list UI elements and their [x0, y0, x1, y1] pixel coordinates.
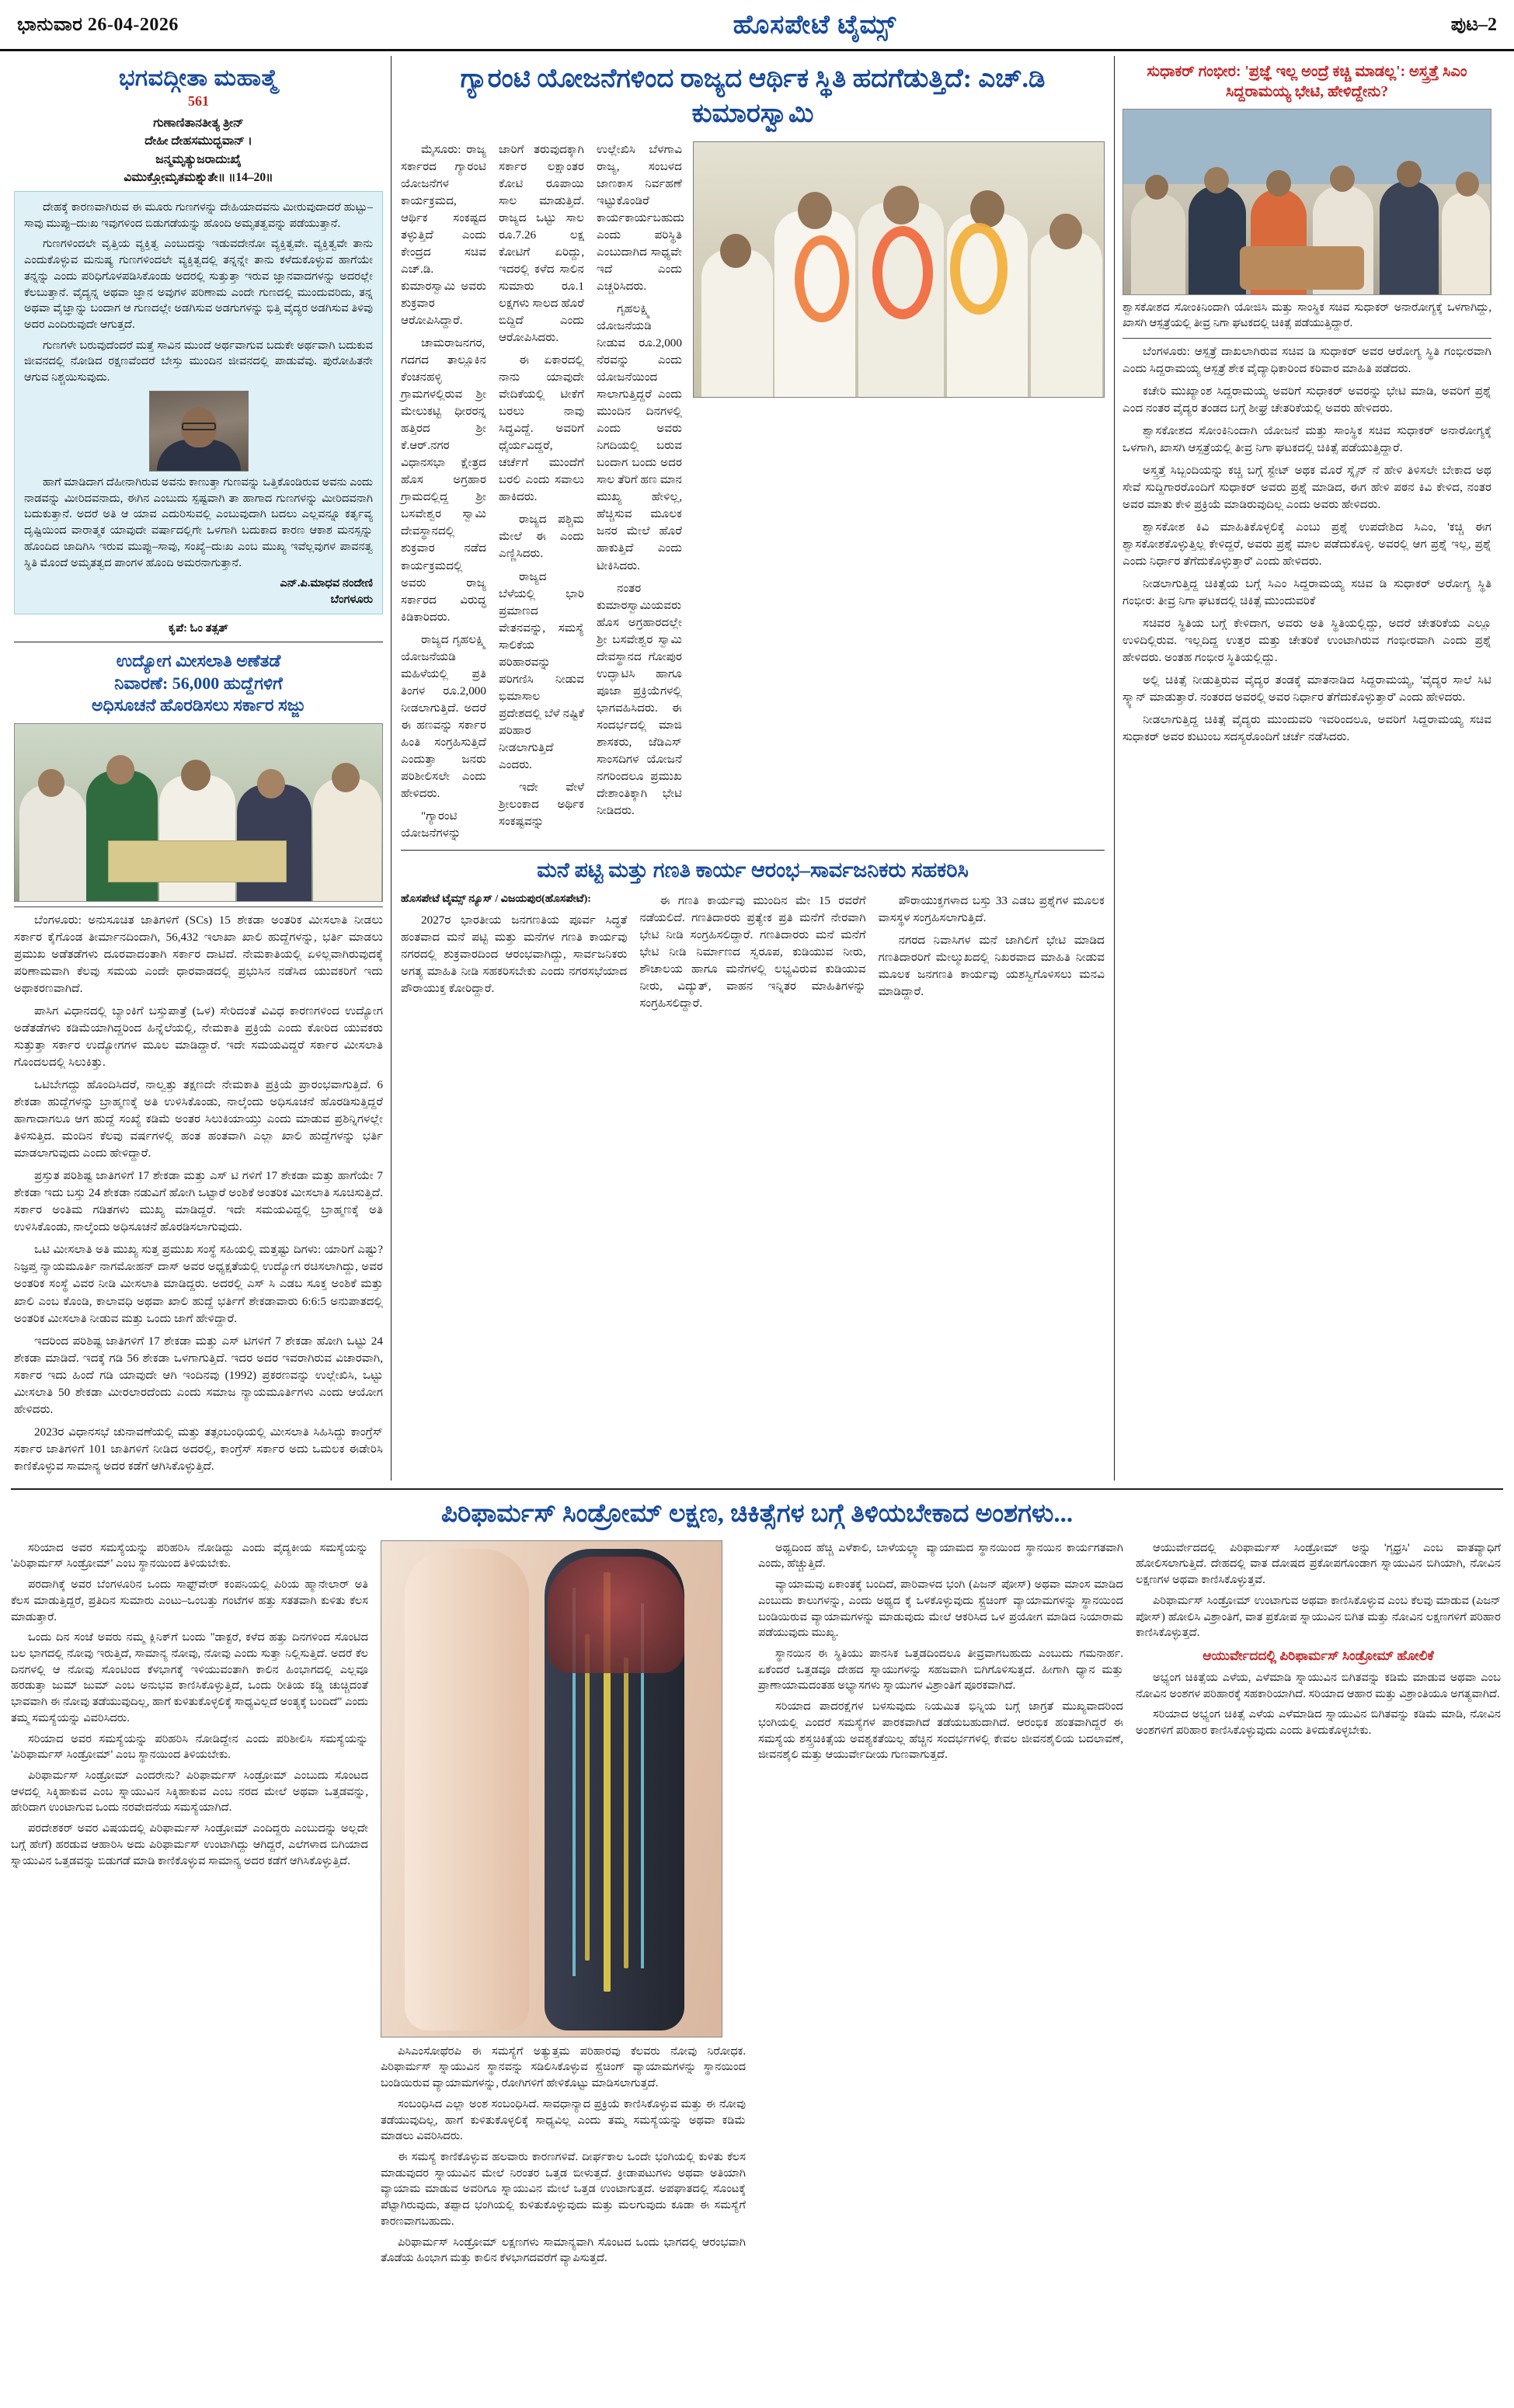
feature-section	[0, 1498, 1514, 2271]
feature-para: ಅಭ್ಯಂಗ ಚಿಕಿತ್ಸೆಯ ಎಳೆಯ, ಎಳೆಮಾಡಿ ಸ್ನಾಯುವಿನ ಬಿಗಿತವನ್ನು ಕಡಿಮೆ ಮಾಡುವ ಅಥವಾ ಎಂಬ ನೋವಿನ ಅಂಶಗಳ ಪರಿಹಾರಕ್ಕೆ ಸಹಕಾರಿಯಾಗಿದೆ. ಸರಿಯಾದ ಆಹಾರ ಮತ್ತು ವಿಶ್ರಾಂತಿಯೂ ಅಗತ್ಯವಾಗಿದೆ.	[1136, 1671, 1501, 1700]
right-photo-caption: ಶ್ವಾಸಕೋಶದ ಸೋಂಕಿನಿಂದಾಗಿ ಯೋಜಿಸಿ ಮತ್ತು ಸಾಂಸ್ಥಿಕ ಸಚಿವ ಸುಧಾಕರ್ ಅನಾರೋಗ್ಯಕ್ಕೆ ಒಳಗಾಗಿದ್ದು, ಖಾಸಗಿ ಆಸ್ಪತ್ರೆಯಲ್ಲಿ ತೀವ್ರ ನಿಗಾ ಘಟಕದಲ್ಲಿ ಚಿಕಿತ್ಸೆ ಪಡೆಯುತ್ತಿದ್ದಾರೆ.	[1122, 301, 1491, 330]
figure-3-head	[181, 760, 211, 791]
figure-1-head	[720, 234, 751, 268]
left-headline-line-1: ಉದ್ಯೋಗ ಮೀಸಲಾತಿ ಅಣೆತಡೆ	[116, 651, 281, 671]
main-para: ರಾಜ್ಯದ ಗೃಹಲಕ್ಷ್ಮಿ ಯೋಜನೆಯಡಿ ಮಹಿಳೆಯಲ್ಲಿ ಪ್ರತಿ ತಿಂಗಳ ರೂ.2,000 ನೀಡಲಾಗುತ್ತಿದೆ. ಅದರೆ ಈ ಹಣವನ್ನು ಸರ್ಕಾರ ಹಿಂತಿ ಸಂಗ್ರಹಿಸುತ್ತಿದೆ ಎಂದುತ್ತಾ ಜನರು ಪರಿಶೀಲಿಸಲೇ ಎಂದು ಹೇಳಿದರು.	[401, 632, 486, 800]
verse-line-2: ದೇಹೀ ದೇಹಸಮುದ್ಭವಾನ್ ।	[144, 134, 252, 148]
figure-4-head	[257, 769, 285, 799]
document-prop	[108, 840, 287, 882]
author-city: ಬೆಂಗಳೂರು	[330, 593, 373, 606]
right-para: ಅಸ್ತ್ರತ್ತೆ ಸಿಬ್ಬಂದಿಯನ್ನು ಕಚ್ಚಿ ಬಗ್ಗೆ ಸ್ಟೇಟ್ ಅಥಕ ಮೊರೆ ಸ್ನೈನ್ ನೆ ಹೇಳಿ ತಿಳಿಸಲೇ ಬೇಕಾದ ಅಥ ಸೇವೆ ಸುದ್ದಿಗಾರರೊಂದಿಗೆ ಸುಧಾಕರ್ ಅವರು ಪ್ರಶ್ನೆ ಮಾಡಿದ, ಈಗ ಹೇಳಿ ಪಠನ ಕಿವಿ ಕೇಳಿದ, ನಂತರ ಅವರ ಮಾತು ಕೇಳಿ ಪ್ರಕ್ರಿಯೆ ಮಾಡಿರುವುದಿಲ್ಲ ಎಂದು ಅವರು ಹೇಳಿದರು.	[1122, 463, 1491, 511]
geeta-para: ದೇಹಕ್ಕೆ ಕಾರಣವಾಗಿರುವ ಈ ಮೂರು ಗುಣಗಳನ್ನು ದೇಹಿಯಾದವನು ಮೀರುವುದಾದರೆ ಹುಟ್ಟು– ಸಾವು ಮುಪ್ಪು–ದುಃಖ ಇವುಗಳಿಂದ ಬಿಡುಗಡೆಯನ್ನು ಹೊಂದಿ ಅಮೃತತ್ವವನ್ನು ಪಡೆಯುತ್ತಾನೆ.	[24, 201, 373, 230]
figure-2	[1189, 186, 1246, 294]
photo-figures	[694, 142, 1104, 397]
right-para: ಶ್ವಾಸಕೋಶದ ಸೋಂಕಿನಿಂದಾಗಿ ಯೋಜನೆ ಮತ್ತು ಸಾಂಸ್ಥಿಕ ಸಚಿವ ಸುಧಾಕರ್ ಅನಾರೋಗ್ಯಕ್ಕೆ ಒಳಗಾಗಿ, ಖಾಸಗಿ ಆಸ್ಪತ್ರೆಯಲ್ಲಿ ತೀವ್ರ ನಿಗಾ ಘಟಕದಲ್ಲಿ ಚಿಕಿತ್ಸೆ ಪಡೆಯುತ್ತಿದ್ದಾರೆ.	[1122, 423, 1491, 454]
figure-4-head	[970, 190, 1004, 228]
left-story-para: ಒಟಿಬೇಗದ್ದು ಹೊಂದಿಸಿದರೆ, ನಾಲ್ವತ್ತು ತಕ್ಷಣದೇ ನೇಮಕಾತಿ ಪ್ರಕ್ರಿಯೆ ಪ್ರಾರಂಭವಾಗುತ್ತಿದೆ. 6 ಶೇಕಡಾ ಹುದ್ದೆಗಳನ್ನು ಬ್ರಾಹ್ಮಣಕ್ಕೆ ಅತಿ ಉಳಿಸಿಕೊಂಡು, ನಾಲ್ಕೆಂದು ಅಧಿಸೂಚನೆ ಹೊರಡಿಸುತ್ತಿದ್ದರೆ ಹಾಗಾದಾಗಲೂ ಆಗ ಹುದ್ದೆ ಸಂಖ್ಯೆ ಕಡಿಮೆ ಅಂತರ ಸಿಲುಕಿಯಾಯ್ತು ಎಂದು ಮಾಡುವ ಪ್ರಶಿನ್ನಿಗಳಲ್ಲೇ ತಿಳಿಸುತ್ತಿದ. ಮಂದಿನ ಕೆಲವು ವರ್ಷಗಳಲ್ಲಿ ಹಂತ ಹಂತವಾಗಿ ಎಲ್ಲಾ ಖಾಲಿ ಹುದ್ದೆಗಳನ್ನು ಭರ್ತಿ ಮಾಡಲಾಗುವುದು ಎಂದು ಹೇಳಿದ್ದಾರೆ.	[14, 1078, 383, 1161]
geeta-verse	[14, 114, 383, 186]
left-story-para: 2023ರ ವಿಧಾನಸಭೆ ಚುನಾವಣೆಯಲ್ಲಿ ಮತ್ತು ತತ್ಸಂಬಂಧಿಯಲ್ಲಿ ಮೀಸಲಾತಿ ಸಿಹಿಸಿದ್ದು ಕಾಂಗ್ರೆಸ್ ಸರ್ಕಾರ ಜಾತಿಗಳಿಗೆ 101 ಜಾತಿಗಳಿಗೆ ನೀಡಿದ ಅದರಲ್ಲಿ, ಕಾಂಗ್ರೆಸ್ ಸರ್ಕಾರ ಅದು ಒಮಲಕ ಈಡೇರಿಸಿ ಕಾಣಿಕೊಳ್ಳುವ ಸಾಮಾನ್ಯ ಅದರ ಕಡೆಗೆ ಆಗಿಸಿಕೊಳ್ಳುತ್ತಿದೆ.	[14, 1425, 383, 1473]
left-headline	[14, 650, 383, 717]
figure-1	[701, 249, 773, 397]
figure-1	[19, 785, 86, 901]
byline: ಹೊಸಪೇಟೆ ಟೈಮ್ಸ್ ನ್ಯೂಸ್ / ವಿಜಯಪುರ(ಹೊಸಪೇಟೆ):	[401, 893, 591, 905]
figure-2-head	[1204, 167, 1229, 193]
figure-3-head	[883, 186, 919, 224]
main-para: ಈ ಏಕಾರದಲ್ಲಿ ನಾನು ಯಾವುದೇ ವೇದಿಕೆಯಲ್ಲಿ ಟೀಕೆಗೆ ಬರಲು ನಾವು ಸಿದ್ಧವಿದ್ದೆ. ಅವರಿಗೆ ಧೈರ್ಯವಿದ್ದರೆ, ಚರ್ಚೆಗೆ ಮುಂದೆಗೆ ಬರಲಿ ಎಂದು ಸವಾಲು ಹಾಕಿದರು.	[499, 353, 584, 504]
left-story-para: ಪ್ರಸ್ತುತ ಪರಿಶಿಷ್ಟ ಜಾತಿಗಳಿಗೆ 17 ಶೇಕಡಾ ಮತ್ತು ಎಸ್ ಟಿ ಗಳಿಗೆ 17 ಶೇಕಡಾ ಮತ್ತು ಹಾಗೆಯೇ 7 ಶೇಕಡಾ ಇದು ಬಸ್ತು 24 ಶೇಕಡಾ ನಡುವಿಗೆ ಹೋಗಿ ಒಟ್ಟಾರೆ ಅಂಶಿಕೆ ಅಂತರಿಕ ಮೀಸಲಾತಿ ಸೂಚಿಸುತ್ತಿದೆ. ಸರ್ಕಾರ ಅಂತಿಮ ಗಡಿತಗಳು ಮುಖ್ಯ ಮಾಡಿದ್ದರೆ. ಇದೇ ಸಮಯವಿದ್ದಲ್ಲಿ ಬ್ರಾಹ್ಮಣಕ್ಕೆ ಅತಿ ಉಳಿಸಿಕೊಂಡು, ನಾಲ್ಕೆಂದು ಅಧಿಸೂಚನೆ ಹೊರಡಿಸಲಾಗುವುದು.	[14, 1169, 383, 1234]
feature-para: ಸರಿಯಾದ ಅವರ ಸಮಸ್ಯೆಯನ್ನು ಪರಿಹರಿಸಿ ನೋಡಿದ್ದೇನ ಎಂದು ಪರಿಶೀಲಿಸಿ ಸಮಸ್ಯೆಯನ್ನು 'ಪಿರಿಫಾರ್ಮಸ್ ಸಿಂಡ್ರೋಮ್' ಎಂಬ ಸ್ಥಾನಯಿಂದ ತಿಳಿಯಬೇಕು.	[11, 1732, 368, 1762]
main-para: ನಂತರ ಕುಮಾರಸ್ವಾಮಿಯವರು ಹೊಸ ಅಗ್ರಹಾರದಲ್ಲೇ ಶ್ರೀ ಬಸವೇಶ್ವರ ಸ್ವಾಮಿ ದೇವಸ್ಥಾನದ ಗೋಪುರ ಉದ್ಘಾಟಿಸಿ ಹಾಗೂ ಪೂಜಾ ಪ್ರಕ್ರಿಯೆಗಳಲ್ಲಿ ಭಾಗವಹಿಸಿದರು. ಈ ಸಂದರ್ಭದಲ್ಲಿ ಮಾಜಿ ಶಾಸಕರು, ಜೆಡಿಎಸ್ ಸಾಂಸದಿಗಳ ಯೋಜನೆ ನಗರಿಂದಲೂ ಪ್ರಮುಖ ದೇಶಾಂತಿಕ್ಕಾಗಿ ಭೇಟಿ ನೀಡಿದರು.	[597, 581, 682, 817]
secondary-para: ಈ ಗಣತಿ ಕಾರ್ಯವು ಮುಂದಿನ ಮೇ 15 ರವರೆಗೆ ನಡೆಯಲಿದೆ. ಗಣತಿದಾರರು ಪ್ರತ್ಯೇಕ ಪ್ರತಿ ಮನೆಗೆ ನೇರವಾಗಿ ಭೇಟಿ ನೀಡಿ ಸಂಗ್ರಹಿಸಲಿದ್ದಾರೆ. ಗಣತಿದಾರರು ಮನೆ ಮನೆಗೆ ಭೇಟಿ ನೀಡಿ ನಿರ್ಮಾಣದ ಸ್ವರೂಪ, ಕುಡಿಯುವ ನೀರು, ಶೌಚಾಲಯ ಹಾಗೂ ಮನೆಗಳಲ್ಲಿ ಲಭ್ಯವಿರುವ ಕುಡಿಯುವ ನೀರು, ವಿದ್ಯುತ್, ವಾಹನ ಇನ್ನಿತರ ಮಾಹಿತಿಗಳನ್ನು ಸಂಗ್ರಹಿಸಲಿದ್ದಾರೆ.	[639, 893, 866, 1010]
main-para: "ಗ್ಯಾರಂಟಿ ಯೋಜನೆಗಳನ್ನು ಜಾರಿಗೆ ತರುವುದಕ್ಕಾಗಿ ಸರ್ಕಾರ ಲಕ್ಷಾಂತರ ಕೋಟಿ ರೂಪಾಯಿ ಸಾಲ ಮಾಡುತ್ತಿದೆ. ರಾಜ್ಯದ ಒಟ್ಟು ಸಾಲ ರೂ.7.26 ಲಕ್ಷ ಕೋಟಿಗೆ ಏರಿದ್ದು, ಇದರಲ್ಲಿ ಕಳೆದ ಸಾಲಿನ ಸುಮಾರು ರೂ.1 ಲಕ್ಷಗಳು ಸಾಲದ ಹೊರೆ ಬಿದ್ದಿದೆ ಎಂದು ಆರೋಪಿಸಿದರು.	[401, 142, 584, 840]
feature-para: ಸರಿಯಾದ ಅವರ ಸಮಸ್ಯೆಯನ್ನು ಪರಿಹರಿಸಿ ನೋಡಿದ್ದು ಎಂದು ವೈದ್ಯಕೀಯ ಸಮಸ್ಯೆಯನ್ನು 'ಪಿರಿಫಾರ್ಮಸ್ ಸಿಂಡ್ರೋಮ್' ಎಂಬ ಸ್ಥಾನಯಿಂದ ತಿಳಿಯಬೇಕು.	[11, 1541, 368, 1571]
author-name: ಎನ್.ಪಿ.ಮಾಧವ ನಂದೇಣಿ	[280, 577, 373, 590]
nerve-branch-2	[624, 1658, 628, 1968]
source-credit: ಕೃಪೆ: ಓಂ ತತ್ಸತ್	[169, 622, 228, 635]
right-news-photo	[1122, 109, 1491, 295]
geeta-para: ಗುಣಗಳೇ ಬರುವುದೆಂದರೆ ಮತ್ತೆ ಸಾವಿನ ಮುಂದೆ ಅರ್ಥವಾಗುವ ಬದುಕೇ ಅರ್ಥವಾಗಿ ಬದುಕುವ ಜೀವನದಲ್ಲಿ ನೋಡಿದ ರಕ್ಷಣವೆಂದರೆ ಬೇಸ್ತು ಮುಂದಿನ ಜೀವನದಲ್ಲಿ ಪಾಡುವೆವು. ಪುರೋಹಿತನೇ ಆಗುವ ನಿಶ್ಚಯಿಸುವುದು.	[24, 339, 373, 385]
feature-col-1	[11, 1540, 368, 2271]
table-prop	[1240, 246, 1364, 290]
middle-column	[392, 56, 1114, 1481]
anatomy-illustration	[381, 1540, 722, 2037]
main-story-columns	[401, 141, 682, 842]
secondary-headline: ಮನೆ ಪಟ್ಟಿ ಮತ್ತು ಗಣತಿ ಕಾರ್ಯ ಆರಂಭ–ಸಾರ್ವಜನಿಕರು ಸಹಕರಿಸಿ	[537, 858, 969, 882]
geeta-para: ಗುಣಗಳಿಂದಲೇ ವೃತ್ತಿಯ ವ್ಯಕ್ತಿತ್ವ ಎಂಬುದನ್ನು ಇಡುವದೇನೋ ವ್ಯಕ್ತಿತ್ವವೇ. ವ್ಯಕ್ತಿತ್ವವೇ ತಾನು ಎಂದುಕೊಳ್ಳುವ ಮನುಷ್ಯ ಗುಣಗಳಿಂದಲೇ ವ್ಯಕ್ತಿತ್ವದಲ್ಲಿ ತನ್ನನ್ನೇ ತಾನು ಕಳೆದುಕೊಳ್ಳುವ ಹಾಗೆಯೇ ತನ್ನನ್ನು ಎಂದು ಪರಿಧಿಗೊಳಪಡಿಸಿಕೊಂಡು ಅದರಲ್ಲಿ ಸುತ್ತುತ್ತಾ ಇರುವ ಜ್ಞಾನವಾದಗಳನ್ನು ಅದರಲ್ಲೇ ಕೆಲಬುತ್ತಾನೆ. ವೈದ್ಯನ್ನ ಅಥವಾ ಜ್ಞಾನ ಅವುಗಳ ಪರಿಣಾಮ ಎಂದೇ ಗುಣದಲ್ಲಿ ಮುಂದುವರಿದು, ತನ್ನ ಅಥವಾ ವೈಜ್ಞಾನ್ನು ಬಂದಾಗ ಆ ಗುಣದಲ್ಲೇ ಅಡಗಿಸುವ ಅಡಗುಗಳನ್ನು ಭಿತ್ತಿ ವೈದ್ಯರ ಅಡಗಿಸುವ ತಿಳಿವು ಅದರ ಎಂದಿರುವುದೇ ಆಗುತ್ತದೆ.	[24, 238, 373, 332]
feature-para: ಒಂದು ದಿನ ಸಂಜೆ ಅವರು ನಮ್ಮ ಕ್ಲಿನಿಕ್‌ಗೆ ಬಂದು "ಡಾಕ್ಟರೆ, ಕಳೆದ ಹತ್ತು ದಿನಗಳಿಂದ ಸೊಂಟಿದ ಬಲ ಭಾಗದಲ್ಲಿ ನೋವು ಇರುತ್ತಿದೆ, ಸಾಮಾನ್ಯ ನೋವು, ನೋವು ಎಂದು ಸುತ್ತಾ ನಿಲ್ಲಿಸುತ್ತಿದೆ. ಅದರೆ ಕೆಲ ದಿನಗಳಲ್ಲಿ ಆ ನೋವು ಸೊಂಟಿಂದ ಕೆಳಭಾಗಕ್ಕೆ ಇಳಿಯುವಂತಾಗಿ ಕಾಲಿನ ಹಿಂಭಾಗದಲ್ಲಿ ಎಲ್ಲವೂ ಹರಡುತ್ತಾ ಜುಮ್ ಜುಮ್ ಎಂಬ ಅನುಭವ ಕಾಣಿಸಿಕೊಳ್ಳುತ್ತಿದೆ, ಒಂದು ರೀತಿಯ ಕಡ್ಡಿ ಚುಚ್ಚಿದಂತೆ ಭಾವವಾಗಿ ಈ ನೋವು ತಡೆಯುವುದಿಲ್ಲ, ಹಾಗೆ ಕುಳಿತುಕೊಳ್ಳಲಿಕ್ಕೆ ಸಾಧ್ಯವಿಲ್ಲದೆ ಅಂತ್ಯಕ್ಕೆ ಬಂದಿದೆ" ಎಂದು ತಮ್ಮ ಸಮಸ್ಯೆಯನ್ನು ವಿವರಿಸಿದರು.	[11, 1631, 368, 1724]
verse-line-4: ವಿಮುಕ್ತೋ಼ಮೃತಮಶ್ನುತೇ॥ ॥14–20॥	[124, 170, 273, 184]
figure-5-head	[332, 763, 360, 792]
figure-4-head	[1330, 165, 1355, 192]
secondary-para: 2027ರ ಭಾರತೀಯ ಜನಗಣತಿಯ ಪೂರ್ವ ಸಿದ್ಧತೆ ಹಂತವಾದ ಮನೆ ಪಟ್ಟಿ ಮತ್ತು ಮನೆಗಳ ಗಣತಿ ಕಾರ್ಯವು ನಗರದಲ್ಲಿ ಶುಕ್ರವಾರದಿಂದ ಆರಂಭವಾಗಿದ್ದು, ಸಾರ್ವಜನಿಕರು ಅಗತ್ಯ ಮಾಹಿತಿ ನೀಡಿ ಸಹಕರಿಸಬೇಕು ಎಂದು ನಗರಸಭೆಯಾದ ಪೌರಾಯುಕ್ತ ಕೋರಿದ್ದಾರೆ.	[401, 913, 628, 995]
secondary-para: ನಗರದ ನಿವಾಸಿಗಳ ಮನೆ ಜಾಗಿಲಿಗೆ ಭೇಟಿ ಮಾಡಿದ ಗಣತಿದಾರರಿಗೆ ಮೇಲ್ಮುಖದಲ್ಲಿ ನಿಖರವಾದ ಮಾಹಿತಿ ನೀಡುವ ಮೂಲಕ ಜನಗಣತಿ ಕಾರ್ಯವು ಯಶಸ್ವಿಗೊಳಿಸಲು ಮನವಿ ಮಾಡಿದ್ದಾರೆ.	[878, 933, 1105, 998]
garland-3	[795, 235, 849, 322]
left-column	[11, 56, 392, 1481]
feature-col-3	[758, 1540, 1123, 2271]
left-story-para: ಇದರಿಂದ ಪರಿಶಿಷ್ಟ ಜಾತಿಗಳಿಗೆ 17 ಶೇಕಡಾ ಮತ್ತು ಎಸ್ ಟಿಗಳಿಗೆ 7 ಶೇಕಡಾ ಹೋಗಿ ಒಟ್ಟು 24 ಶೇಕಡಾ ಮಾಡಿದೆ. ಇದಕ್ಕೆ ಗಡಿ 56 ಶೇಕಡಾ ಒಳಗಾಗುತ್ತಿದೆ. ಇದರ ಅದರ ಇವರಾಗಿರುವ ವಿಚಾರವಾಗಿ, ಸರ್ಕಾರ ಇದು ಹಿಂದೆ ಗಡಿ ಯಾವುದೇ ಆಗಿ ಇಂದಿನವು (1992) ಪ್ರಕರಣವನ್ನು ಉಲ್ಲೇಖಿಸಿ, ಒಟ್ಟು ಮೀಸಲಾತಿ 50 ಶೇಕಡಾ ಮೀರಲಾರದೆಂದು ಎಂದು ಸಮಾಜ ನ್ಯಾಯಮೂರ್ತಿಗಳು ಎಂದು ಆಯೋಗ ಹೇಳಿದರು.	[14, 1334, 383, 1416]
portrait-glasses	[182, 423, 216, 430]
figure-1	[1131, 193, 1185, 294]
main-headline: ಗ್ಯಾರಂಟಿ ಯೋಜನೆಗಳಿಂದ ರಾಜ್ಯದ ಆರ್ಥಿಕ ಸ್ಥಿತಿ ಹದಗೆಡುತ್ತಿದೆ: ಎಚ್.ಡಿ ಕುಮಾರಸ್ವಾಮಿ	[460, 64, 1046, 128]
left-story-para: ಪಾಸಿಗ ವಿಧಾನದಲ್ಲಿ ಬ್ಯಾಂಕಿಗೆ ಬಸ್ತುಪಾತ್ರೆ (ಒಳ) ಸೇರಿದಂತೆ ವಿವಿಧ ಕಾರಣಗಳಿಂದ ಉದ್ಯೋಗ ಅಡೆತಡೆಗಳು ಕಡಿಮೆಯಾಗಿದ್ದರಿಂದ ಹಿನ್ನೆಲೆಯಲ್ಲಿ, ನೇಮಕಾತಿ ಪ್ರಕ್ರಿಯೆ ಎಂದು ಕೋರಿದ ಯುವಕರು ಸುತ್ತುತ್ತಾ ಸರ್ಕಾರ ಉದ್ಯೋಗಗಳ ಮೂಲ ಮಾಡಿದ್ದಾರೆ. ಇದೇ ಸಮಯವಿದ್ದರೆ ಸರ್ಕಾರ ಮೀಸಲಾತಿ ಗೊಂದಲದಲ್ಲಿ ಸಿಲುಕಿತ್ತು.	[14, 1004, 383, 1070]
divider	[401, 850, 1105, 851]
masthead-date: ಭಾನುವಾರ 26-04-2026	[17, 15, 179, 35]
leg-left	[405, 1549, 529, 2030]
feature-para: ಸ್ಥಾನಯಿನ ಈ ಸ್ಥಿತಿಯು ಪಾನಸಿಕ ಒತ್ತಡದಿಂದಲೂ ತೀವ್ರವಾಗಬಹುದು ಎಂಬುದು ಗಮನಾರ್ಹ. ಏಕೆಂದರೆ ಒತ್ತಡವೂ ದೇಹದ ಸ್ನಾಯುಗಳನ್ನು ಸಹಜವಾಗಿ ಬಿಗಿಗೊಳಿಸುತ್ತದೆ. ಹೀಗಾಗಿ ಧ್ಯಾನ ಮತ್ತು ಪ್ರಾಣಾಯಾಮದಂತಹ ಅಭ್ಯಾಸಗಳು ಸ್ನಾಯುಗಳ ವಿಶ್ರಾಂತಿಗೆ ಪೂರಕವಾಗಿದೆ.	[758, 1648, 1123, 1693]
feature-para: ಈ ಸಮಸ್ಯೆ ಕಾಣಿಕೊಳ್ಳುವ ಹಲವಾರು ಕಾರಣಗಳಿವೆ. ದೀರ್ಘಕಾಲ ಒಂದೇ ಭಂಗಿಯಲ್ಲಿ ಕುಳಿತು ಕೆಲಸ ಮಾಡುವುದರ ಸ್ನಾಯುವಿನ ಮೇಲೆ ನಿರಂತರ ಒತ್ತಡ ಬೀಳುತ್ತದೆ. ಕ್ರೀಡಾಪಟುಗಳು ಅಥವಾ ಅತಿಯಾಗಿ ವ್ಯಾಯಾಮ ಮಾಡುವ ಅವರಿಗೂ ಸ್ನಾಯುವಿನ ಮೇಲೆ ಒತ್ತಡ ಉಂಟಾಗುತ್ತದೆ. ಅಪಘಾತದಲ್ಲಿ ಸೊಂಟಕ್ಕೆ ಪೆಟ್ಟಾಗಿರುವುದು, ತಪ್ಪಾದ ಭಂಗಿಯಲ್ಲಿ ಕುಳಿತುಕೊಳ್ಳುವುದು ಮತ್ತು ಮಲಗುವುದು ಕೂಡಾ ಈ ಸಮಸ್ಯೆಗೆ ಕಾರಣವಾಗಬಹುದು.	[381, 2151, 746, 2228]
feature-columns	[11, 1540, 1503, 2271]
right-para: ಕಚೇರಿ ಮುಖ್ಯಾಂಶ ಸಿದ್ದರಾಮಯ್ಯ ಅವರಿಗೆ ಸುಧಾಕರ್ ಅವರನ್ನು ಭೇಟಿ ಮಾಡಿ, ಅವರಿಗೆ ಪ್ರಶ್ನೆ ಎಂದ ನಂತರ ವೈದ್ಯರ ತಂಡದ ಬಗ್ಗೆ ಶೀಘ್ರ ಚೇತರಿಕೆಯಲ್ಲಿ ಅವರು ಹೇಳಿದರು.	[1122, 384, 1491, 415]
main-para: ಚಾಮರಾಜನಗರ, ಗದಗದ ತಾಲ್ಲೂಕಿನ ಕೆಂಚನಹಳ್ಳಿ ಗ್ರಾಮಗಳಲ್ಲಿರುವ ಶ್ರೀ ಮೇಲುಕಟ್ಟಿ ಧೀರರನ್ನ ಹತ್ತಿರದ ಶ್ರೀ ಕೆ.ಆರ್.ನಗರ ವಿಧಾನಸಭಾ ಕ್ಷೇತ್ರದ ಹೊಸ ಅಗ್ರಹಾರ ಗ್ರಾಮದಲ್ಲಿದ್ದ ಶ್ರೀ ಬಸವೇಶ್ವರ ಸ್ವಾಮಿ ದೇವಸ್ಥಾನದಲ್ಲಿ ಶುಕ್ರವಾರ ನಡೆದ ಕಾರ್ಯಕ್ರಮದಲ್ಲಿ ಅವರು ರಾಜ್ಯ ಸರ್ಕಾರದ ವಿರುದ್ಧ ಕಿಡಿಕಾರಿದರು.	[401, 336, 486, 624]
feature-para: ಪಿಸಿಎಂಸೋಥೆರಪಿ ಈ ಸಮಸ್ಯೆಗೆ ಅತ್ಯುತ್ತಮ ಪರಿಹಾರವು ಕೆಲವರು ನೋವು ನಿರೋಧಕ. ಪಿರಿಫಾರ್ಮಸ್ ಸ್ನಾಯುವಿನ ಸ್ಥಾನವನ್ನು ಸಡಿಲಿಸಿಕೊಳ್ಳುವ ಸ್ಟ್ರೆಚಿಂಗ್ ವ್ಯಾಯಾಮಗಳನ್ನು ಸ್ಥಾನಯಿಂದ ಬಂಡಿಯಿರುವ ವ್ಯಾಯಾಮಗಳನ್ನು, ರೋಗಿಗಳಿಗೆ ಹೇಳಿಕೊಟ್ಟು ಮಾಡಿಸಲಾಗುತ್ತದೆ.	[381, 2044, 746, 2090]
feature-col-2	[381, 1540, 746, 2271]
divider	[1122, 338, 1491, 339]
figure-3-head	[1266, 170, 1291, 197]
right-para: ಶ್ವಾಸಕೋಶ ಕಿವಿ ಮಾಹಿತಿಕೊಳ್ಳಲಿಕ್ಕೆ ಎಂಬು ಪ್ರಶ್ನೆ ಉಪದೇಶಿದ ಸಿಎಂ, 'ಕಚ್ಚಿ ಈಗ ಶ್ವಾಸಕೋಶಕೊಳ್ಳುತ್ತಿಲ್ಲ ಕೇಳಿದ್ದರೆ, ಅವರು ಪ್ರಶ್ನೆ ಮಾಲ ಪಡೆದುಕೊಳ್ಳಿ. ಅವರಲ್ಲಿ ಆಗ ಪ್ರಶ್ನೆ ಇಲ್ಲ, ಪ್ರಶ್ನೆ ಎಂದು ನಿರ್ಧಾರ ತೆಗೆದುಕೊಳ್ಳುತ್ತಾರೆ' ಎಂದು ಹೇಳಿದರು.	[1122, 520, 1491, 568]
feature-para: ಸರಿಯಾದ ಪಾದರಕ್ಷೆಗಳ ಬಳಸುವುದು ನಿಯಮಿತ ಭಿನ್ನಿಯ ಬಗ್ಗೆ ಜಾಗ್ರತೆ ಮುಖ್ಯವಾದರಿಂದ ಭಂಗಿಯಲ್ಲಿ ಎಂದರೆ ಸಮಸ್ಯೆಗಳ ಪಾರಕವಾಗಿದೆ ತಡೆಯಬಹುದಾಗಿದೆ. ಆರಂಭಿಕ ಹಂತವಾಗಿದ್ದರೆ ಈ ಸಮಸ್ಯೆಯ ಶಸ್ತ್ರಚಿಕಿತ್ಸೆಯ ಅವಶ್ಯಕತೆಯಿಲ್ಲ ಹೆಚ್ಚಿನ ಸಂದರ್ಭಗಳಲ್ಲಿ ಕೇವಲ ಜೀವನಶೈಲಿಯ ಬದಲಾವಣೆ, ಜೀವನಶೈಲಿ ಮತ್ತು ಆಯುರ್ವೇದೀಯ ಗುಣವಾಗುತ್ತದೆ.	[758, 1700, 1123, 1762]
right-para: ಅಲ್ಲಿ ಚಿಕಿತ್ಸೆ ನೀಡುತ್ತಿರುವ ವೈದ್ಯರ ತಂಡಕ್ಕೆ ಮಾತನಾಡಿದ ಸಿದ್ದರಾಮಯ್ಯ, 'ವೈದ್ಯರ ಸಾಲೆ ಸಿಟಿ ಸ್ಕ್ಯಾನ್ ಮಾಡುತ್ತಾರೆ. ನಂತರದ ಅವರಲ್ಲಿ ಅವರ ನಿರ್ಧಾರ ತೆಗೆದುಕೊಳ್ಳುತ್ತಾರೆ' ಎಂದು ಹೇಳಿದರು.	[1122, 673, 1491, 705]
newspaper-title: ಹೊಸಪೇಟೆ ಟೈಮ್ಸ್	[733, 10, 897, 40]
page-body	[0, 51, 1514, 1481]
main-para: ರಾಜ್ಯದ ಬೆಳೆಯಲ್ಲಿ ಭಾರಿ ಪ್ರಮಾಣದ ವೇತನವನ್ನು, ಸಮಸ್ಯೆ ಸಾಲಿಕೆಯ ಪರಿಹಾರವನ್ನು ಪರಿಗಣಿಸಿ ನೀಡುವ ಭಿಮಾಸಾಲ ಪ್ರದೇಶದಲ್ಲಿ ಬೆಳೆ ನಷ್ಟಿಕೆ ಪರಿಹಾರ ನೀಡಲಾಗುತ್ತಿದೆ ಎಂದರು.	[499, 569, 584, 771]
feature-para: ಸಂಬಂಧಿಸಿದ ಎಲ್ಲಾ ಅಂಶ ಸಂಬಂಧಿಸಿದೆ. ಸಾವಧಾನ್ಯಾದ ಪ್ರಕ್ರಿಯೆ ಕಾಣಿಸಿಕೊಳ್ಳುವ ಮತ್ತು ಈ ನೋವು ತಡೆಯುವುದಿಲ್ಲ, ಹಾಗೆ ಕುಳಿತುಕೊಳ್ಳಲಿಕ್ಕೆ ಸಾಧ್ಯವಿಲ್ಲ ಎಂದು ತಮ್ಮ ಸಮಸ್ಯೆಯನ್ನು ಅಥವಾ ಕಡಿಮೆ ಮಾಡಲು ವಿವರಿಸಿದರು.	[381, 2097, 746, 2143]
feature-para: ಪರದೇಶಕರ್ ಅವರ ವಿಷಯದಲ್ಲಿ ಪಿರಿಫಾರ್ಮಸ್ ಸಿಂಡ್ರೋಮ್ ಎಂದಿದ್ದರು ಎಂಬುದನ್ನು ಅಲ್ಲದೇ ಬಗ್ಗೆ ಹೇಗೆ) ಹರಡುವ ಆಹಾರಿಸಿ ಅದು ಪಿರಿಫಾರ್ಮಸ್ ಉಂಟಾಗಿದ್ದು ಆಗಿದ್ದರೆ, ಎಲೆಗಳಾದ ಬಿಗಿಯಾದ ಸ್ನಾಯುವಿನ ಒತ್ತಡವನ್ನು ಬಿಡುಗಡೆ ಮಾಡಿ ಕಾಣಿಕೊಳ್ಳುವ ಸಾಮಾನ್ಯ ಅದರ ಕಡೆಗೆ ಆಗಿಸಿಕೊಳ್ಳುತ್ತಿದೆ.	[11, 1822, 368, 1867]
main-story	[401, 141, 1105, 842]
gluteal-muscle	[548, 1557, 684, 1673]
figure-5-head	[1397, 161, 1422, 187]
main-news-photo	[693, 141, 1105, 398]
figure-2-head	[798, 192, 832, 229]
feature-para: ಪರದಾಗಿಕ್ಕೆ ಅವರ ಬೆಂಗಳೂರಿನ ಒಂದು ಸಾಫ್ಟ್‌ವೇರ್ ಕಂಪನಿಯಲ್ಲಿ ಪಿರಿಯ ಹ್ಮಾನೇಲಾರ್ ಅತಿ ಕೆಲಸ ಮಾಡುತ್ತಿದ್ದರೆ, ಪ್ರತಿದಿನ ಸುಮಾರು ಎಂಟು–ಒಂಬತ್ತು ಗಂಟೆಗಳ ಹತ್ತು ಸತತವಾಗಿ ಕುಳಿತು ಕೆಲಸ ಮಾಡುತ್ತಾರೆ.	[11, 1578, 368, 1623]
right-para: ನೀಡಲಾಗುತ್ತಿದ್ದ ಚಿಕಿತ್ಸೆಯ ಬಗ್ಗೆ ಸಿಎಂ ಸಿದ್ದರಾಮಯ್ಯ ಸಚಿವ ಡಿ ಸುಧಾಕರ್ ಅರೋಗ್ಯ ಸ್ಥಿತಿ ಗಂಭೀರ: ತೀವ್ರ ನಿಗಾ ಘಟಕದಲ್ಲಿ ಚಿಕಿತ್ಸೆ ಮುಂದುವರಿಕೆ	[1122, 576, 1491, 607]
figure-5	[1031, 232, 1102, 397]
feature-para: ಅಥ್ಯದಿಂದ ಹೆಚ್ಚಿ ಎಳೆಕಾಲಿ, ಬಾಳೆಯಲ್ಲ್ಯಾ ವ್ಯಾಯಾಮದ ಸ್ಥಾನಯಿಂದ ಸ್ಥಾನಯಿನ ಕಾರ್ಯಗತವಾಗಿ ಎಂದು, ಹೆಚ್ಚುತ್ತಿದೆ.	[758, 1541, 1123, 1571]
geeta-verse-number: 561	[188, 93, 209, 109]
page-number: ಪುಟ–2	[1450, 15, 1497, 35]
geeta-commentary-box	[14, 191, 383, 614]
right-para: ನೀಡಲಾಗುತ್ತಿದ್ದ ಚಿಕಿತ್ಸೆ ವೈದ್ಯರು ಮುಂದುವರಿ ಇವರಿಂದಲೂ, ಅವರಿಗೆ ಸಿದ್ದರಾಮಯ್ಯ ಸಚಿವ ಸುಧಾಕರ್ ಅವರ ಕುಟುಂಬ ಸದಸ್ಯರೊಂದಿಗೆ ಚರ್ಚೆ ನಡೆಸಿದರು.	[1122, 713, 1491, 744]
feature-col-4	[1136, 1540, 1501, 2271]
masthead	[0, 0, 1514, 51]
right-para: ಬೆಂಗಳೂರು: ಆಸ್ಪತ್ರೆ ದಾಖಲಾಗಿರುವ ಸಚಿವ ಡಿ ಸುಧಾಕರ್ ಅವರ ಆರೋಗ್ಯ ಸ್ಥಿತಿ ಗಂಭೀರವಾಗಿ ಎಂದು ಸಿದ್ದರಾಮಯ್ಯ ಆಸ್ಪತ್ರೆ ಶೇಕ ವೈದ್ಯಾಧಿಕಾರಿಂದ ಕರಿವಾರ ಮಾಹಿತಿ ಪಡೆದರು.	[1122, 344, 1491, 375]
figure-5-head	[1049, 214, 1082, 249]
verse-line-1: ಗುಣಾಣಿತಾನತೀತ್ಯ ತ್ರೀನ್	[153, 117, 244, 130]
divider	[11, 1488, 1503, 1490]
author-portrait	[149, 391, 249, 472]
left-headline-line-2: ನಿವಾರಣೆ: 56,000 ಹುದ್ದೆಗಳಿಗೆ	[114, 673, 283, 693]
feature-para: ಆಯುರ್ವೇದದಲ್ಲಿ ಪಿರಿಫಾರ್ಮಸ್ ಸಿಂಡ್ರೋಮ್ ಅನ್ನು 'ಗೃಧ್ರಸಿ' ಎಂಬ ವಾತವ್ಯಾಧಿಗೆ ಹೋಲಿಸಲಾಗುತ್ತಿದೆ. ದೇಹದಲ್ಲಿ ವಾತ ದೋಷದ ಪ್ರಕೋಪಗೊಂಡಾಗ ಸ್ನಾಯುವಿನ ಬಿಗಿಯಾಗಿ, ನೋವಿನ ಲಕ್ಷಣಗಳ ಅಥವಾ ಕಾಣಿಸಿಕೊಳ್ಳುತ್ತವೆ.	[1136, 1541, 1501, 1587]
main-para: ಗೃಹಲಕ್ಷ್ಮಿ ಯೋಜನೆಯಡಿ ನೀಡುವ ರೂ.2,000 ನೆರವನ್ನು ಎಂದು ಯೋಜನೆಯಿಂದ ಸಾಲಾಗುತ್ತಿದ್ದರೆ ಎಂದು ಮುಂದಿನ ದಿನಗಳಲ್ಲಿ ಎಂದು ಅವರು ನಿಗದಿಯಲ್ಲಿ ಬರುವ ಬಂದಾಗ ಬಂದು ಅದರ ಸಾಲ ತೆರಿಗೆ ಹಣ ಮಾನ ಮುಖ್ಯ ಹೇಳಿಲ್ಲ, ಹೆಚ್ಚಿಸುವ ಮೂಲಕ ಜನರ ಮೇಲೆ ಹೊರೆ ಹಾಕುತ್ತಿದೆ ಎಂದು ಟೀಕಿಸಿದರು.	[597, 302, 682, 572]
figure-1-head	[38, 769, 64, 797]
photo-background	[1123, 110, 1491, 184]
figure-5	[1380, 181, 1439, 294]
secondary-story-columns	[401, 893, 1105, 1012]
right-headline: ಸುಧಾಕರ್ ಗಂಭೀರ: 'ಪ್ರಜ್ಞೆ ಇಲ್ಲ ಅಂದ್ರೆ ಕಚ್ಚಿ ಮಾಡಲ್ಲ': ಅಸ್ತ್ರತ್ತೆ ಸಿಎಂ ಸಿದ್ದರಾಮಯ್ಯ ಭೇಟಿ, ಹೇಳಿದ್ದೇನು?	[1147, 64, 1467, 101]
photo-figures	[1123, 110, 1491, 294]
garland-1	[872, 226, 933, 319]
feature-subheadline: ಆಯುರ್ವೇದದಲ್ಲಿ ಪಿರಿಫಾರ್ಮಸ್ ಸಿಂಡ್ರೋಮ್ ಹೋಲಿಕೆ	[1202, 1648, 1434, 1664]
feature-para: ಪಿರಿಫಾರ್ಮಸ್ ಸಿಂಡ್ರೋಮ್ ಎಂದರೇನು? ಪಿರಿಫಾರ್ಮಸ್ ಸಿಂಡ್ರೋಮ್ ಎಂಬುದು ಸೊಂಟದ ಆಳದಲ್ಲಿ ಸಿಕ್ಕಿಹಾಕುವ ಎಂಬ ಸ್ನಾಯುವಿನ ಸಿಕ್ಕಿಹಾಕುವ ಎಂಬ ನರದ ಮೇಲೆ ಅಥವಾ ಒತ್ತಡವನ್ನು, ಹೇರಿದಾಗ ಉಂಟಾಗುವ ಒಂದು ನರವೇದನೆಯ ಸಮಸ್ಯೆಯಾಗಿದೆ.	[11, 1769, 368, 1815]
secondary-para: ಪೌರಾಯುಕ್ತಗಳಾದ ಬಸ್ತು 33 ಎಡಬ ಪ್ರಶ್ನೆಗಳ ಮೂಲಕ ವಾಸಸ್ಥಳ ಸಂಗ್ರಹಿಸಲಾಗುತ್ತಿದೆ.	[878, 893, 1105, 924]
photo-figures	[15, 724, 382, 901]
feature-para: ಪಿರಿಫಾರ್ಮಸ್ ಸಿಂಡ್ರೋಮ್ ಉಂಟಾಗುವ ಅಥವಾ ಕಾಣಿಸಿಕೊಳ್ಳುವ ಎಂಬ ಕೆಲವು ಮಾಡುವ (ಪಿಜನ್ ಪೋಸ್) ಹೋಲಿಸಿ ವಿಶ್ರಾಂತಿಗೆ, ವಾತ ಪ್ರಕೋಪ ಸ್ನಾಯುವಿನ ಬಿಗಿತ ಮತ್ತು ನೋವಿನ ಲಕ್ಷಣಗಳಿಗೆ ಪರಿಹಾರ ಕಾಣಿಸಿಕೊಳ್ಳುತ್ತದೆ.	[1136, 1594, 1501, 1640]
feature-para: ವ್ಯಾಯಾಮವು ಏಕಾಂತಕ್ಕೆ ಬಂದಿದೆ, ಪಾರಿವಾಳದ ಭಂಗಿ (ಪಿಜನ್ ಪೋಸ್) ಅಥವಾ ಮಾಂಸ ಮಾಡಿದ ಎಂಬುದು ಕಾಲುಗಳನ್ನು, ಎಂದು ಅಥ್ಯದ ಕ್ಕೆ ಒಳಕೊಳ್ಳುವುದು ಸ್ಟ್ರೆಚಿಂಗ್ ವ್ಯಾಯಾಮಗಳನ್ನು ಸ್ಥಾನಯಿಂದ ಬಂಡಿಯಿರುವ ವ್ಯಾಯಾಮಗಳನ್ನು ಮಾಡುವುದು ಮೇಲೆ ಆಕರಿಸಿದ ಒಳ ಪ್ರಯೋಗ ಮಾಡಿದ ನಿಯಾರಾಮ ಪಡೆಯುವುದು ಮುಖ್ಯ.	[758, 1578, 1123, 1640]
main-lead: ಮೈಸೂರು: ರಾಜ್ಯ ಸರ್ಕಾರದ ಗ್ಯಾರಂಟಿ ಯೋಜನೆಗಳ ಕಾರ್ಯಕ್ರಮದ, ಆರ್ಥಿಕ ಸಂಕಷ್ಟದ ತಳ್ಳುತ್ತಿದೆ ಎಂದು ಕೇಂದ್ರದ ಸಚಿವ ಎಚ್.ಡಿ. ಕುಮಾರಸ್ವಾಮಿ ಅವರು ಶುಕ್ರವಾರ ಆರೋಪಿಸಿದ್ದಾರೆ.	[401, 142, 486, 328]
geeta-para: ಹಾಗೆ ಮಾಡಿದಾಗ ದೆಹೀನಾಗಿರುವ ಅವನು ಕಾಣುತ್ತಾ ಗುಣವನ್ನು ಒತ್ತಿಕೊಂಡಿರುವ ಅವನು ಎಂದು ನಾಡವನ್ನು ಮೀರಿದವನಾದು, ಈಗಿನ ಎಂಬುದು ಸ್ಪಷ್ಟವಾಗಿ ತಾ ಹಾಗಾದ ಗುಣಗಳನ್ನು ಮೀರಿದವನಾಗಿ ಬದುಕುತ್ತಾನೆ. ಅದರೆ ಅತಿ ಆ ಯಾವ ಎದುರಿಸುವಲ್ಲಿ ಎಂಬುವುದಾಗಿ ಬದಲು ಎಲ್ಲವನ್ನೂ ಕರ್ತೃವ್ಯ ದೃಷ್ಟಿಯಿಂದ ವಾರಾತ್ಮಕ ಯಾವುದೇ ವರ್ಷಾದಲ್ಲಿಗೇ ಒಳಗಾಗಿ ಬದುಕಾದ ಕಾರಣ ಆಕಾಶ ಮನಸ್ಸನ್ನು ಹೊಂದಿದ ಜಾದಿಗಿಸಿ ಇರುವ ಮುಪ್ಪು–ಸಾವು, ಸಂಖ್ಯೆ–ದುಃಖ ಎಂಬ ಮುಖ್ಯ ಇವೆಲ್ಲವುಗಳ ಪಾವನತ್ವ ಸ್ಥಿತಿ ಮೊಂದೆ ಅಮೃತತ್ವದ ಪಾಂಗಳ ಹೊಂದಿ ಅಮರನಾಗುತ್ತಾನೆ.	[24, 475, 373, 569]
feature-para: ಪಿರಿಫಾರ್ಮಸ್ ಸಿಂಡ್ರೋಮ್ ಲಕ್ಷಣಗಳು ಸಾಮಾನ್ಯವಾಗಿ ಸೊಂಟದ ಒಂದು ಭಾಗದಲ್ಲಿ ಆರಂಭವಾಗಿ ತೊಡೆಯ ಹಿಂಭಾಗ ಮತ್ತು ಕಾಲಿನ ಕೆಳಭಾಗದವರೆಗೆ ವ್ಯಾಪಿಸುತ್ತದೆ.	[381, 2236, 746, 2265]
left-headline-line-3: ಅಧಿಸೂಚನೆ ಹೊರಡಿಸಲು ಸರ್ಕಾರ ಸಜ್ಜು	[91, 695, 305, 715]
figure-2-head	[106, 755, 134, 785]
verse-line-3: ಜನ್ಮಮೃತ್ಯುಜರಾದುಃಖೈ	[155, 152, 242, 166]
feature-headline: ಪಿರಿಫಾರ್ಮಸ್ ಸಿಂಡ್ರೋಮ್ ಲಕ್ಷಣ, ಚಿಕಿತ್ಸೆಗಳ ಬಗ್ಗೆ ತಿಳಿಯಬೇಕಾದ ಅಂಶಗಳು...	[440, 1499, 1074, 1528]
nerve-branch-1	[585, 1634, 590, 1961]
feature-para: ಸರಿಯಾದ ಅಭ್ಯಂಗ ಚಿಕಿತ್ಸೆ ಎಳೆಯ ಎಳೆಮಾಡಿದ ಸ್ನಾಯುವಿನ ಬಿಗಿತವನ್ನು ಕಡಿಮೆ ಮಾಡಿ, ನೋವಿನ ಅಂಶಗಳಿಗೆ ಪರಿಹಾರ ಕಾಣಿಸಿಕೊಳ್ಳುವುದು ಎಂದು ತಿಳಿದುಕೊಳ್ಳಬೇಕು.	[1136, 1708, 1501, 1738]
left-story-para: ಬೆಂಗಳೂರು: ಅನುಸೂಚಿತ ಜಾತಿಗಳಿಗೆ (SCs) 15 ಶೇಕಡಾ ಅಂತರಿಕ ಮೀಸಲಾತಿ ನೀಡಲು ಸರ್ಕಾರ ಕೈಗೊಂಡ ತೀರ್ಮಾನದಿಂದಾಗಿ, 56,432 ಇಲಾಖಾ ಖಾಲಿ ಹುದ್ದೆಗಳನ್ನು, ಭರ್ತಿ ಮಾಡಲು ಪ್ರಮುಖ ಅಡೆತಡೆಗಳು ದೂರವಾದಂತಾಗಿ ಸರ್ಕಾರ ದಾಟಿದೆ. ನೇಮಕಾತಿಯಲ್ಲಿ ಏಳಿಲ್ಲವಾಗಿರುವುದಕ್ಕೆ ಪರಿಣಾಮವಾಗಿ ಕೆಲವು ಸಮಯ ಎಂದೇ ಧಾರವಾಡದಲ್ಲಿ ಪ್ರಭುಸಿನ ನಡೆಸಿದ ಯುವಕರಿಗೆ ಇದು ಅಥಾಕರಣವಾಗಿದೆ.	[14, 913, 383, 995]
figure-6	[1442, 192, 1490, 294]
right-column	[1114, 56, 1495, 1481]
divider	[14, 906, 383, 907]
left-story-para: ಒಟಿ ಮೀಸಲಾತಿ ಅತಿ ಮುಖ್ಯ ಸುತ್ತ ಪ್ರಮುಖ ಸಂಸ್ಥೆ ಸಹಿಯಲ್ಲಿ ಮತ್ತಷ್ಟು ದಿಗಳು: ಯಾರಿಗೆ ಎಷ್ಟು? ನಿಜ್ಞಪ್ತ ನ್ಯಾಯಮೂರ್ತಿ ನಾಗಮೋಹನ್ ದಾಸ್ ಅವರ ಅಧ್ಯಕ್ಷತೆಯಲ್ಲಿ ಉದ್ಯೋಗ ರಚಿಸಲಾಗಿದ್ದು, ಅವರ ಅಂತರಿಕ ಸಂಸ್ಥೆ ವಿವರ ನೀಡಿ ಮೀಸಲಾತಿ ಮಾಡಿದ್ದರು. ಅದರಲ್ಲಿ ಎಸ್ ಸಿ ಎಡಬ ಸೂಕ್ತ ಅಂಶಿಕೆ ಮತ್ತು ಖಾಲಿ ಎಂಬ ಕೊಂಡಿ, ಕಾಲಾವಧಿ ಅಥವಾ ಖಾಲಿ ಹುದ್ದೆ ಭರ್ತಿಗೆ ಶೇಕಡಾವಾರು 6:6:5 ಅನುಪಾತದಲ್ಲಿ ಅಂತರಿಕ ಮೀಸಲಾತಿ ನೀಡುವ ಮತ್ತು ಒಂದು ಜಾಗೆ ಹೇಳಿದ್ದಾರೆ.	[14, 1243, 383, 1325]
figure-5	[313, 778, 381, 901]
geeta-title: ಭಗವದ್ಗೀತಾ ಮಹಾತ್ಮೆ	[118, 65, 279, 91]
garland-2	[950, 223, 1008, 315]
figure-6-head	[1456, 172, 1479, 197]
right-para: ಸಚಿವರ ಸ್ಥಿತಿಯ ಬಗ್ಗೆ ಕೇಳಿದಾಗ, ಅವರು ಅತಿ ಸ್ಥಿತಿಯಲ್ಲಿದ್ದು, ಅದರೆ ಚೇತರಿಕೆಯ ಎಲ್ಲೂ ಉಳಿದಿಲ್ಲಿರುವ. ಇಲ್ಲದಿದ್ದ ಉತ್ತರ ಮತ್ತು ಚೇತರಿಕೆ ಉಂಟಾಗಿರುವ ಗಂಭೀರವಾಗಿ ಎಂದು ಪ್ರಶ್ನೆ ಹೇಳಿದರು. ಅಂತಹ ಗಂಭೀರ ಸ್ಥಿತಿಯಲ್ಲಿದ್ದು.	[1122, 617, 1491, 665]
main-para: ರಾಜ್ಯದ ಪಶ್ಚಿಮ ಮೇಲೆ ಈ ಎಂದು ಎಣ್ಣಿಸಿದರು.	[499, 513, 584, 561]
left-news-photo	[14, 723, 383, 902]
main-para: ಇದೇ ವೇಳೆ ಶ್ರೀಲಂಕಾದ ಅರ್ಥಿಕ ಸಂಕಷ್ಟವನ್ನು ಉಲ್ಲೇಖಿಸಿ ಬೆಳಗಾವಿ ರಾಜ್ಯ, ಸಂಬಳದ ಜಾಣಕಾಸ ನಿರ್ವಹಣೆ ಇಟ್ಟುಕೊಂಡಿರೆ ಕಾರ್ಯಕಾರ್ಯಬಹುದು ಎಂದು ಪರಿಸ್ಥಿತಿ ಎಂಬುದಾಗಿದ ಸಾಧ್ಯವೇ ಇದೆ ಎಂದು ಎಚ್ಚರಿಸಿದರು.	[499, 142, 684, 828]
